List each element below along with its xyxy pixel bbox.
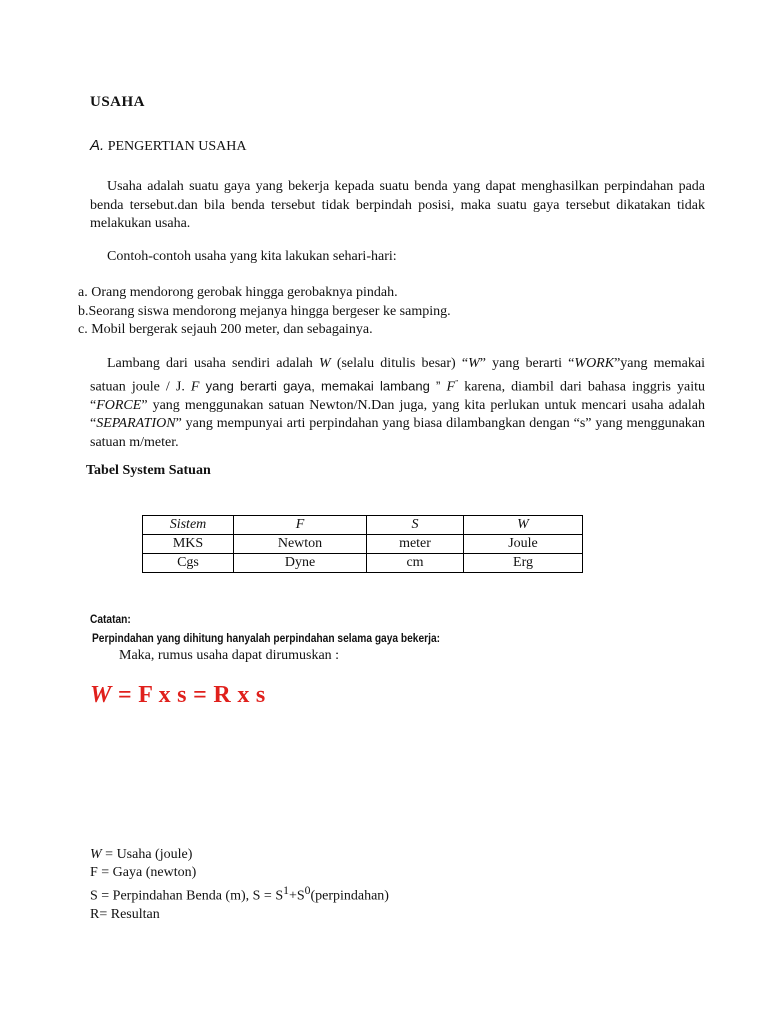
text-run: ” yang mempunyai arti perpindahan yang biasa dilambangkan dengan “s” yang menggunakan satuan m/meter. — [90, 416, 705, 450]
symbol-w: W — [90, 847, 102, 862]
text-run: (perpindahan) — [310, 888, 389, 904]
text-run: yang berarti gaya, memakai lambang ” — [199, 378, 447, 394]
term-separation: SEPARATION — [96, 416, 176, 432]
symbol-f: F — [190, 379, 200, 395]
header-cell: Sistem — [143, 516, 234, 535]
term-force: FORCE — [96, 397, 142, 413]
list-item: a. Orang mendorong gerobak hingga gerobaknya pindah. — [78, 285, 398, 300]
note-heading: Catatan: — [90, 612, 131, 626]
work-formula — [90, 682, 266, 709]
symbol-w: W — [468, 356, 480, 371]
table-cell: MKS — [143, 535, 234, 554]
header-cell: F — [234, 516, 367, 535]
text-run: +S — [288, 888, 305, 904]
header-cell: S — [367, 516, 464, 535]
table-cell: Cgs — [143, 554, 234, 573]
definition-f: F = Gaya (newton) — [90, 865, 197, 880]
text-run: ” — [455, 378, 459, 387]
formula-w: W — [90, 682, 112, 708]
table-cell: Newton — [234, 535, 367, 554]
definition-s — [90, 882, 389, 906]
text-run: Lambang dari usaha sendiri adalah — [107, 356, 319, 371]
formula-intro: Maka, rumus usaha dapat dirumuskan : — [119, 648, 340, 663]
examples-list — [78, 284, 451, 340]
list-item: c. Mobil bergerak sejauh 200 meter, dan sebagainya. — [78, 322, 373, 337]
definition-w — [90, 846, 389, 864]
text-run: ” yang menggunakan satuan Newton/N.Dan juga, yang kita perlukan untuk mencari usaha adalah “ — [90, 397, 705, 432]
variable-definitions — [90, 846, 389, 924]
formula-rest: = F x s = R x s — [111, 682, 266, 708]
table-row — [143, 535, 583, 554]
header-cell: W — [464, 516, 583, 535]
section-letter: A. — [90, 137, 105, 154]
text-run: ” yang berarti “ — [479, 356, 575, 371]
text-run: ”yang memakai satuan joule / J. — [90, 356, 705, 395]
page-title: USAHA — [90, 94, 146, 110]
text-run: karena, diambil dari bahasa inggris yaitu “ — [90, 379, 705, 413]
list-item: b.Seorang siswa mendorong mejanya hingga bergeser ke samping. — [78, 303, 451, 319]
superscript: 0 — [304, 884, 311, 897]
table-cell: Joule — [464, 535, 583, 554]
symbol-paragraph — [90, 355, 705, 452]
table-cell: Dyne — [234, 554, 367, 573]
section-title: PENGERTIAN USAHA — [107, 139, 247, 154]
section-heading — [90, 137, 246, 155]
text-run: = Usaha (joule) — [101, 847, 193, 862]
text-run: (selalu ditulis besar) “ — [330, 356, 469, 371]
superscript: 1 — [283, 884, 289, 897]
table-header-row — [143, 516, 583, 535]
term-work: WORK — [574, 356, 615, 371]
table-row — [143, 554, 583, 573]
table-cell: Erg — [464, 554, 583, 573]
symbol-f: F — [446, 379, 456, 395]
table-cell: meter — [367, 535, 464, 554]
text-run: S = Perpindahan Benda (m), S = S — [90, 888, 284, 904]
table-title: Tabel System Satuan — [86, 463, 211, 478]
definition-paragraph: Usaha adalah suatu gaya yang bekerja kepada suatu benda yang dapat menghasilkan perpindahan pada benda tersebut.dan bila benda tersebut tidak berpindah posisi, maka suatu gaya tersebut dikatakan tidak melakukan usaha. — [90, 179, 705, 231]
examples-intro: Contoh-contoh usaha yang kita lakukan sehari-hari: — [107, 249, 397, 264]
note-body: Perpindahan yang dihitung hanyalah perpindahan selama gaya bekerja: — [92, 631, 441, 645]
definition-r: R= Resultan — [90, 906, 160, 922]
table-cell: cm — [367, 554, 464, 573]
symbol-w: W — [318, 356, 331, 371]
unit-system-table — [142, 515, 583, 573]
